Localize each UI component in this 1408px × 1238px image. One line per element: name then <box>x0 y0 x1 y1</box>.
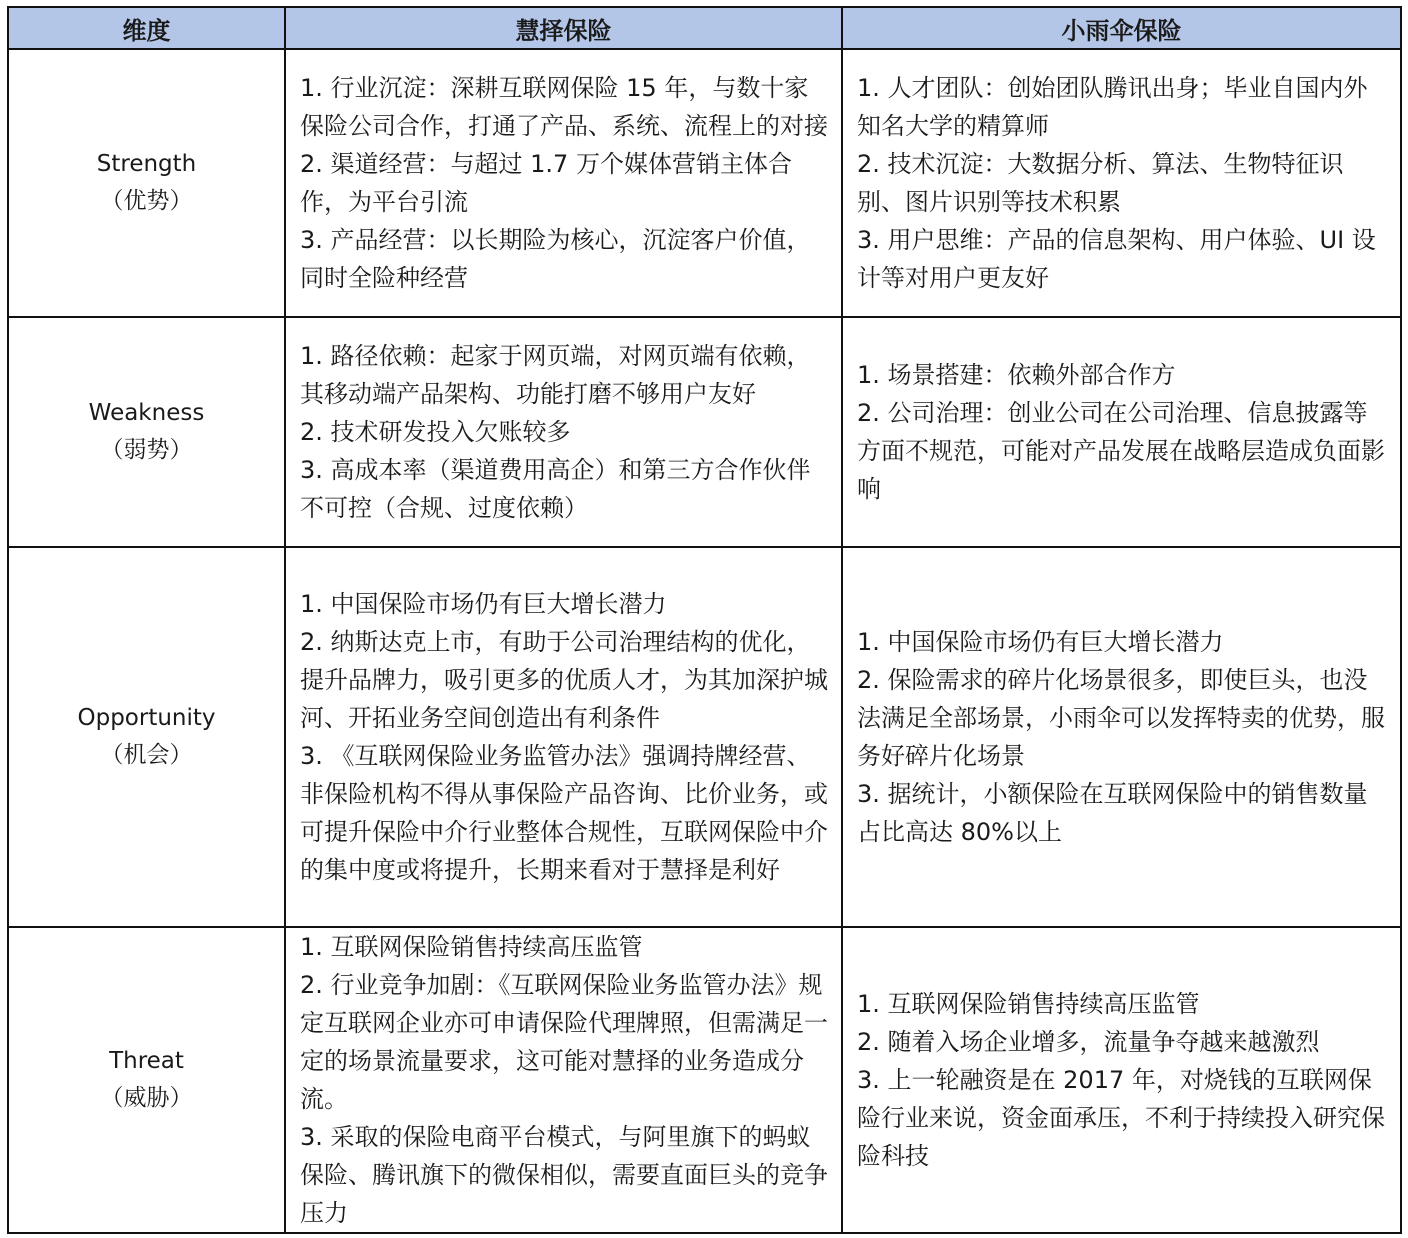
list-item: 1. 互联网保险销售持续高压监管 <box>857 990 1200 1018</box>
list-item: 1. 行业沉淀：深耕互联网保险 15 年，与数十家保险公司合作，打通了产品、系统、流程上的对接 <box>300 74 828 140</box>
list-item: 2. 技术沉淀：大数据分析、算法、生物特征识别、图片识别等技术积累 <box>857 150 1344 216</box>
dimension-cn: （弱势） <box>100 437 193 463</box>
header-xiaoyusan: 小雨伞保险 <box>842 7 1401 49</box>
swot-comparison-table <box>7 6 1402 1234</box>
header-row <box>8 7 1401 49</box>
list-item: 3. 产品经营：以长期险为核心，沉淀客户价值，同时全险种经营 <box>300 226 811 292</box>
dimension-en: Weakness <box>88 400 205 426</box>
list-item: 3. 上一轮融资是在 2017 年，对烧钱的互联网保险行业来说，资金面承压，不利于持续投入研究保险科技 <box>857 1066 1385 1170</box>
header-huize: 慧择保险 <box>285 7 842 49</box>
list-item: 2. 纳斯达克上市，有助于公司治理结构的优化，提升品牌力，吸引更多的优质人才，为其加深护城河、开拓业务空间创造出有利条件 <box>300 628 828 732</box>
list-item: 2. 公司治理：创业公司在公司治理、信息披露等方面不规范，可能对产品发展在战略层造成负面影响 <box>857 399 1385 503</box>
list-item: 1. 场景搭建：依赖外部合作方 <box>857 361 1176 389</box>
table-row-threat <box>8 927 1401 1233</box>
dimension-en: Opportunity <box>77 705 216 731</box>
dimension-cell <box>8 547 285 927</box>
list-item: 1. 路径依赖：起家于网页端，对网页端有依赖，其移动端产品架构、功能打磨不够用户友好 <box>300 342 811 408</box>
dimension-cn: （机会） <box>100 742 193 768</box>
list-item: 3. 《互联网保险业务监管办法》强调持牌经营、非保险机构不得从事保险产品咨询、比价业务，或可提升保险中介行业整体合规性，互联网保险中介的集中度或将提升，长期来看对于慧择是利好 <box>300 742 828 884</box>
list-item: 2. 随着入场企业增多，流量争夺越来越激烈 <box>857 1028 1320 1056</box>
header-dimension: 维度 <box>8 7 285 49</box>
list-item: 2. 保险需求的碎片化场景很多，即使巨头，也没法满足全部场景，小雨伞可以发挥特卖的优势，服务好碎片化场景 <box>857 666 1385 770</box>
dimension-cn: （威胁） <box>100 1085 193 1111</box>
huize-cell <box>285 49 842 317</box>
xiaoyusan-cell <box>842 927 1401 1233</box>
list-item: 3. 采取的保险电商平台模式，与阿里旗下的蚂蚁保险、腾讯旗下的微保相似，需要直面巨头的竞争压力 <box>300 1123 828 1227</box>
xiaoyusan-cell <box>842 317 1401 547</box>
huize-cell <box>285 547 842 927</box>
list-item: 1. 中国保险市场仍有巨大增长潜力 <box>300 590 667 618</box>
dimension-en: Strength <box>96 151 197 177</box>
list-item: 3. 用户思维：产品的信息架构、用户体验、UI 设计等对用户更友好 <box>857 226 1376 292</box>
dimension-cell <box>8 49 285 317</box>
table-row-strength <box>8 49 1401 317</box>
list-item: 2. 渠道经营：与超过 1.7 万个媒体营销主体合作，为平台引流 <box>300 150 792 216</box>
xiaoyusan-cell <box>842 49 1401 317</box>
xiaoyusan-cell <box>842 547 1401 927</box>
list-item: 2. 技术研发投入欠账较多 <box>300 418 571 446</box>
list-item: 1. 人才团队：创始团队腾讯出身；毕业自国内外知名大学的精算师 <box>857 74 1368 140</box>
list-item: 1. 中国保险市场仍有巨大增长潜力 <box>857 628 1224 656</box>
huize-cell <box>285 927 842 1233</box>
list-item: 3. 高成本率（渠道费用高企）和第三方合作伙伴不可控（合规、过度依赖） <box>300 456 811 522</box>
list-item: 3. 据统计，小额保险在互联网保险中的销售数量占比高达 80%以上 <box>857 780 1368 846</box>
dimension-cell <box>8 927 285 1233</box>
dimension-cn: （优势） <box>100 188 193 214</box>
dimension-en: Threat <box>109 1048 184 1074</box>
table-row-opportunity <box>8 547 1401 927</box>
huize-cell <box>285 317 842 547</box>
list-item: 1. 互联网保险销售持续高压监管 <box>300 933 643 961</box>
dimension-cell <box>8 317 285 547</box>
list-item: 2. 行业竞争加剧：《互联网保险业务监管办法》规定互联网企业亦可申请保险代理牌照，但需满足一定的场景流量要求，这可能对慧择的业务造成分流。 <box>300 971 828 1113</box>
table-row-weakness <box>8 317 1401 547</box>
